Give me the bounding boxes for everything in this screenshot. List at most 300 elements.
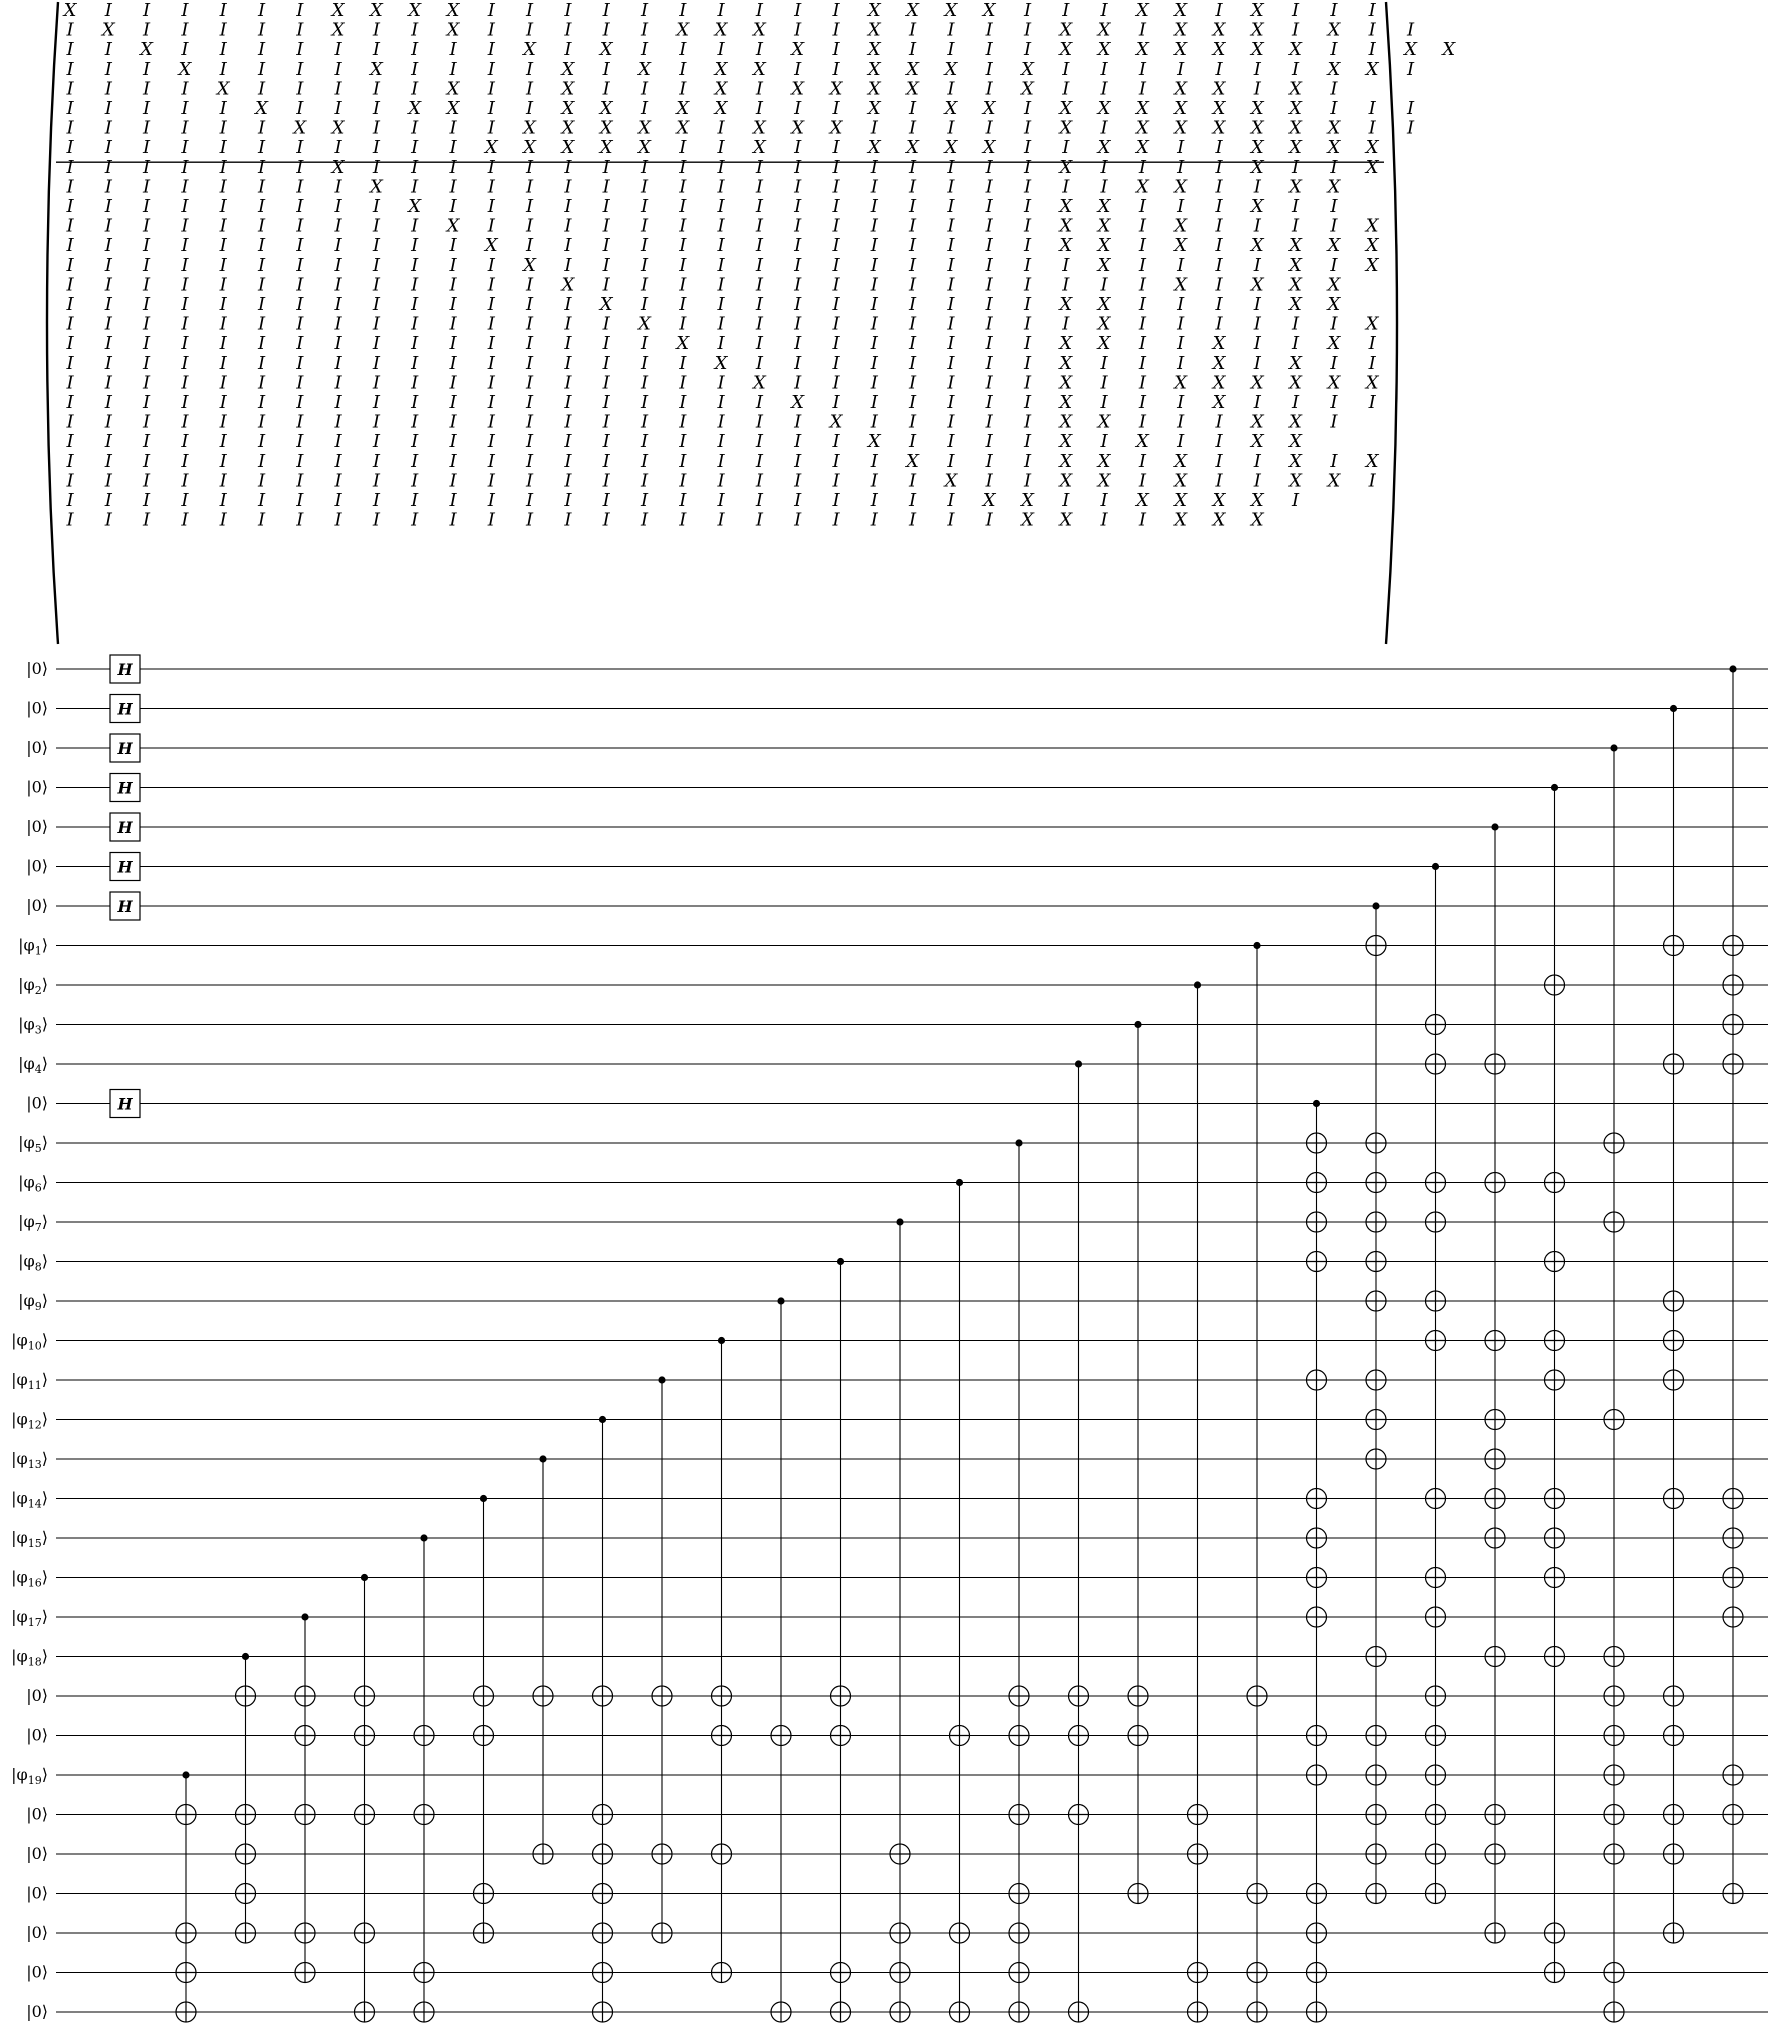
matrix-cell: I — [564, 19, 572, 41]
matrix-cell: I — [104, 58, 112, 80]
control-dot — [1253, 942, 1260, 949]
matrix-cell: X — [829, 78, 843, 100]
matrix-cell: I — [1292, 156, 1300, 178]
matrix-cell: I — [66, 117, 74, 139]
matrix-cell: I — [679, 39, 687, 61]
matrix-cell: I — [334, 470, 342, 492]
matrix-cell: X — [1174, 19, 1188, 41]
matrix-cell: I — [411, 392, 419, 413]
matrix-cell: I — [487, 274, 495, 296]
matrix-cell: X — [1289, 78, 1303, 100]
matrix-cell: I — [1368, 98, 1376, 119]
matrix-cell: I — [372, 215, 380, 237]
matrix-cell: I — [334, 411, 342, 433]
matrix-cell: I — [602, 235, 610, 257]
matrix-cell: I — [947, 352, 955, 374]
matrix-cell: I — [526, 352, 534, 374]
matrix-cell: I — [1177, 411, 1185, 433]
matrix-cell: I — [717, 137, 725, 159]
matrix-cell: I — [257, 411, 266, 433]
matrix-cell: I — [219, 137, 227, 159]
matrix-cell: I — [640, 333, 649, 355]
hadamard-label: H — [117, 1094, 133, 1114]
control-dot — [1134, 1021, 1141, 1028]
matrix-cell: X — [791, 392, 805, 413]
matrix-cell: X — [1250, 0, 1264, 21]
matrix-cell: I — [1215, 411, 1223, 433]
matrix-cell: X — [1174, 490, 1188, 511]
matrix-cell: X — [982, 490, 996, 511]
matrix-cell: I — [832, 156, 840, 178]
matrix-cell: I — [296, 98, 304, 119]
matrix-cell: I — [909, 235, 917, 257]
matrix-cell: I — [909, 117, 917, 139]
matrix-cell: I — [411, 470, 419, 492]
matrix-cell: I — [257, 352, 266, 374]
matrix-cell: I — [985, 19, 993, 41]
matrix-cell: I — [1138, 78, 1146, 100]
matrix-cell: I — [487, 0, 495, 21]
matrix-cell: I — [449, 450, 457, 472]
matrix-cell: X — [638, 137, 651, 159]
matrix-cell: X — [867, 137, 881, 159]
wire-label: |0⟩ — [26, 1804, 48, 1824]
matrix-cell: I — [832, 0, 840, 21]
matrix-cell: I — [602, 509, 610, 531]
matrix-cell: I — [526, 78, 534, 100]
matrix-cell: I — [257, 39, 266, 61]
matrix-cell: I — [66, 372, 74, 394]
matrix-cell: X — [523, 39, 537, 61]
wire-label: |0⟩ — [26, 1686, 48, 1705]
matrix-cell: I — [947, 509, 955, 531]
matrix-cell: I — [104, 274, 112, 296]
matrix-cell: I — [372, 450, 380, 472]
matrix-cell: I — [1138, 294, 1146, 315]
matrix-cell: X — [1327, 176, 1341, 198]
matrix-cell: I — [794, 352, 802, 374]
matrix-cell: I — [257, 294, 266, 315]
matrix-cell: I — [794, 156, 802, 178]
matrix-cell: I — [909, 490, 917, 511]
matrix-cell: I — [411, 19, 419, 41]
matrix-cell: I — [909, 470, 917, 492]
matrix-cell: I — [181, 274, 189, 296]
matrix-cell: I — [143, 78, 151, 100]
matrix-cell: I — [755, 156, 763, 178]
matrix-cell: I — [985, 117, 993, 139]
matrix-cell: X — [561, 78, 575, 100]
matrix-cell: X — [408, 196, 422, 217]
matrix-cell: I — [640, 19, 649, 41]
matrix-cell: I — [334, 58, 342, 80]
control-dot — [242, 1653, 249, 1660]
matrix-cell: I — [1023, 235, 1032, 257]
matrix-cell: I — [947, 254, 955, 276]
matrix-cell: I — [602, 431, 610, 453]
matrix-cell: X — [867, 58, 881, 80]
matrix-cell: I — [526, 58, 534, 80]
matrix-cell: I — [679, 78, 687, 100]
matrix-cell: I — [1253, 215, 1261, 237]
matrix-cell: X — [446, 98, 460, 119]
matrix-cell: I — [755, 39, 763, 61]
matrix-cell: I — [334, 352, 342, 374]
matrix-cell: X — [1174, 117, 1188, 139]
matrix-cell: I — [334, 215, 342, 237]
matrix-cell: I — [909, 352, 917, 374]
matrix-cell: I — [602, 490, 610, 511]
wire-label: |0⟩ — [26, 1962, 48, 1982]
matrix-cell: I — [1292, 58, 1300, 80]
matrix-cell: I — [1023, 215, 1032, 237]
matrix-cell: X — [1212, 352, 1226, 374]
matrix-cell: X — [1174, 39, 1188, 61]
matrix-cell: I — [487, 19, 495, 41]
matrix-cell: I — [1023, 392, 1032, 413]
wire-label: $|\varphi_{13}⟩$ — [11, 1449, 48, 1471]
matrix-cell: I — [832, 470, 840, 492]
matrix-cell: X — [1365, 235, 1379, 257]
matrix-cell: I — [449, 294, 457, 315]
control-dot — [1432, 863, 1439, 870]
matrix-cell: X — [1289, 176, 1303, 198]
matrix-cell: I — [832, 392, 840, 413]
matrix-cell: I — [832, 215, 840, 237]
matrix-cell: I — [296, 294, 304, 315]
matrix-cell: X — [331, 19, 345, 41]
matrix-cell: I — [1215, 431, 1223, 453]
matrix-cell: I — [1177, 294, 1185, 315]
matrix-cell: I — [717, 274, 725, 296]
matrix-cell: X — [1404, 39, 1417, 61]
matrix-cell: I — [794, 450, 802, 472]
matrix-cell: I — [564, 196, 572, 217]
matrix-cell: X — [944, 98, 958, 119]
matrix-cell: I — [296, 509, 304, 531]
matrix-cell: I — [66, 490, 74, 511]
matrix-cell: I — [66, 58, 74, 80]
matrix-cell: I — [487, 333, 495, 355]
matrix-cell: I — [104, 352, 112, 374]
matrix-cell: I — [909, 509, 917, 531]
matrix-cell: I — [832, 98, 840, 119]
matrix-cell: I — [1100, 490, 1108, 511]
matrix-cell: I — [947, 431, 955, 453]
matrix-cell: I — [1215, 156, 1223, 178]
matrix-cell: X — [1174, 450, 1188, 472]
matrix-cell: X — [1365, 215, 1379, 237]
matrix-cell: I — [296, 333, 304, 355]
matrix-cell: I — [602, 274, 610, 296]
matrix-cell: X — [1174, 176, 1188, 198]
matrix-cell: I — [1138, 196, 1146, 217]
matrix-cell: I — [1138, 215, 1146, 237]
matrix-cell: I — [985, 294, 993, 315]
matrix-cell: I — [909, 19, 917, 41]
matrix-cell: X — [752, 117, 766, 139]
matrix-cell: I — [143, 450, 151, 472]
matrix-cell: I — [1177, 156, 1185, 178]
matrix-cell: I — [1292, 19, 1300, 41]
matrix-cell: I — [1253, 352, 1261, 374]
matrix-cell: X — [1365, 156, 1379, 178]
matrix-cell: I — [334, 176, 342, 198]
matrix-cell: I — [411, 78, 419, 100]
wire-label: $|\varphi_{10}⟩$ — [11, 1330, 48, 1353]
matrix-cell: I — [679, 411, 687, 433]
matrix-cell: I — [411, 254, 419, 276]
matrix-cell: I — [602, 176, 610, 198]
matrix-cell: I — [1253, 333, 1261, 355]
matrix-cell: I — [985, 333, 993, 355]
matrix-cell: X — [1327, 294, 1341, 315]
hadamard-label: H — [117, 699, 133, 719]
matrix-cell: I — [1253, 450, 1261, 472]
matrix-cell: I — [1330, 98, 1338, 119]
matrix-cell: I — [296, 176, 304, 198]
matrix-cell: X — [1327, 333, 1341, 355]
matrix-cell: X — [1212, 392, 1226, 413]
matrix-cell: I — [755, 333, 763, 355]
matrix-cell: I — [640, 156, 649, 178]
matrix-cell: I — [640, 176, 649, 198]
matrix-cell: X — [1365, 254, 1379, 276]
matrix-cell: I — [487, 254, 495, 276]
matrix-cell: I — [755, 352, 763, 374]
matrix-cell: I — [679, 58, 687, 80]
matrix-cell: I — [679, 156, 687, 178]
wire-label: $|\varphi_{15}⟩$ — [11, 1528, 48, 1550]
matrix-cell: I — [640, 411, 649, 433]
matrix-cell: I — [832, 294, 840, 315]
matrix-cell: I — [66, 196, 74, 217]
matrix-cell: I — [372, 39, 380, 61]
matrix-cell: I — [411, 411, 419, 433]
matrix-cell: I — [1100, 156, 1108, 178]
wire-label: |0⟩ — [26, 1883, 48, 1903]
matrix-cell: I — [1023, 19, 1032, 41]
matrix-cell: I — [1062, 313, 1070, 335]
matrix-cell: I — [372, 137, 380, 159]
matrix-cell: I — [104, 215, 112, 237]
matrix-cell: I — [143, 254, 151, 276]
matrix-cell: I — [832, 313, 840, 335]
matrix-cell: I — [1177, 137, 1185, 159]
matrix-cell: I — [640, 490, 649, 511]
matrix-cell: I — [794, 176, 802, 198]
matrix-cell: I — [1292, 333, 1300, 355]
matrix-cell: I — [372, 117, 380, 139]
matrix-cell: I — [1138, 274, 1146, 296]
hadamard-label: H — [117, 660, 133, 679]
matrix-cell: I — [334, 254, 342, 276]
matrix-cell: I — [1330, 254, 1338, 276]
matrix-cell: I — [526, 509, 534, 531]
control-dot — [1075, 1060, 1082, 1067]
matrix-cell: X — [484, 235, 498, 257]
matrix-cell: I — [794, 98, 802, 119]
matrix-cell: I — [372, 19, 380, 41]
matrix-cell: I — [755, 78, 763, 100]
control-dot — [1015, 1139, 1022, 1146]
matrix-cell: I — [1368, 39, 1376, 61]
matrix-cell: I — [411, 294, 419, 315]
matrix-cell: I — [1292, 313, 1300, 335]
matrix-cell: X — [1442, 39, 1456, 61]
matrix-cell: I — [143, 156, 151, 178]
matrix-cell: I — [257, 450, 266, 472]
matrix-cell: I — [449, 235, 457, 257]
matrix-cell: I — [449, 117, 457, 139]
matrix-cell: I — [411, 117, 419, 139]
wire-label: |0⟩ — [26, 738, 48, 757]
matrix-cell: I — [487, 313, 495, 335]
matrix-cell: X — [1059, 411, 1073, 433]
matrix-cell: I — [1215, 470, 1223, 492]
matrix-cell: X — [944, 137, 958, 159]
matrix-cell: I — [487, 294, 495, 315]
matrix-cell: I — [564, 254, 572, 276]
matrix-cell: I — [794, 431, 802, 453]
matrix-cell: X — [714, 58, 728, 80]
matrix-cell: I — [219, 411, 227, 433]
matrix-cell: I — [832, 39, 840, 61]
matrix-cell: I — [794, 215, 802, 237]
matrix-cell: I — [1138, 352, 1146, 374]
matrix-cell: I — [372, 235, 380, 257]
matrix-cell: X — [1174, 215, 1188, 237]
matrix-cell: I — [487, 431, 495, 453]
matrix-cell: X — [1135, 431, 1149, 453]
matrix-cell: I — [449, 274, 457, 296]
matrix-cell: I — [794, 313, 802, 335]
matrix-cell: X — [906, 0, 920, 21]
matrix-cell: X — [676, 117, 690, 139]
matrix-cell: I — [1062, 490, 1070, 511]
matrix-cell: I — [717, 176, 725, 198]
wire-label: |0⟩ — [26, 1725, 48, 1745]
matrix-cell: I — [870, 235, 878, 257]
matrix-cell: I — [909, 294, 917, 315]
matrix-cell: X — [599, 137, 613, 159]
matrix-cell: X — [1097, 98, 1111, 119]
matrix-cell: X — [1097, 39, 1111, 61]
matrix-cell: I — [66, 392, 74, 413]
matrix-cell: I — [1406, 58, 1415, 80]
matrix-cell: I — [1100, 58, 1108, 80]
matrix-cell: X — [1289, 294, 1303, 315]
matrix-cell: X — [676, 98, 690, 119]
matrix-cell: I — [334, 450, 342, 472]
matrix-cell: I — [411, 509, 419, 531]
matrix-cell: I — [985, 509, 993, 531]
matrix-cell: I — [1292, 392, 1300, 413]
matrix-cell: I — [985, 156, 993, 178]
control-dot — [361, 1574, 368, 1581]
matrix-cell: I — [1023, 254, 1032, 276]
matrix-cell: I — [143, 490, 151, 511]
matrix-cell: I — [564, 509, 572, 531]
matrix-cell: I — [1215, 58, 1223, 80]
matrix-cell: I — [219, 274, 227, 296]
matrix-cell: I — [909, 313, 917, 335]
matrix-cell: I — [870, 352, 878, 374]
matrix-cell: I — [334, 274, 342, 296]
matrix-cell: X — [1327, 235, 1341, 257]
matrix-cell: I — [755, 254, 763, 276]
wire-label: |0⟩ — [26, 1923, 48, 1942]
matrix-cell: I — [66, 431, 74, 453]
matrix-cell: X — [1250, 509, 1264, 531]
matrix-cell: I — [372, 333, 380, 355]
matrix-cell: I — [487, 78, 495, 100]
matrix-cell: I — [411, 490, 419, 511]
matrix-cell: I — [143, 352, 151, 374]
matrix-cell: X — [1250, 274, 1264, 296]
matrix-cell: I — [832, 372, 840, 394]
matrix-cell: I — [870, 294, 878, 315]
matrix-cell: I — [602, 313, 610, 335]
matrix-cell: I — [487, 58, 495, 80]
matrix-cell: X — [408, 0, 422, 21]
matrix-cell: I — [526, 411, 534, 433]
matrix-cell: X — [1021, 490, 1034, 511]
wire-label: |0⟩ — [26, 659, 48, 678]
control-dot — [1610, 744, 1617, 751]
matrix-cell: I — [794, 0, 802, 21]
matrix-cell: I — [104, 39, 112, 61]
matrix-cell: X — [1212, 19, 1226, 41]
matrix-cell: I — [909, 215, 917, 237]
matrix-cell: X — [1289, 98, 1303, 119]
matrix-cell: I — [219, 392, 227, 413]
matrix-cell: I — [1253, 392, 1261, 413]
matrix-cell: I — [181, 78, 189, 100]
matrix-cell: I — [1330, 156, 1338, 178]
matrix-cell: I — [66, 450, 74, 472]
matrix-cell: I — [257, 431, 266, 453]
matrix-cell: I — [602, 372, 610, 394]
matrix-cell: X — [1135, 176, 1149, 198]
matrix-cell: I — [143, 274, 151, 296]
matrix-cell: X — [867, 0, 881, 21]
matrix-cell: X — [1059, 235, 1073, 257]
wire-label: $|\varphi_{19}⟩$ — [11, 1765, 48, 1787]
matrix-cell: I — [985, 39, 993, 61]
matrix-cell: I — [564, 490, 572, 511]
matrix-cell: I — [449, 411, 457, 433]
matrix-cell: X — [1289, 117, 1303, 139]
matrix-cell: I — [143, 215, 151, 237]
wire-label: |0⟩ — [26, 896, 48, 915]
matrix-cell: I — [1215, 176, 1223, 198]
matrix-cell: I — [257, 470, 266, 492]
matrix-cell: I — [755, 431, 763, 453]
matrix-cell: I — [1215, 0, 1223, 21]
matrix-cell: X — [1327, 19, 1341, 41]
matrix-cell: I — [640, 431, 649, 453]
matrix-cell: I — [257, 58, 266, 80]
matrix-cell: I — [564, 333, 572, 355]
control-dot — [896, 1218, 903, 1225]
matrix-cell: I — [947, 294, 955, 315]
matrix-cell: I — [104, 176, 112, 198]
matrix-cell: I — [372, 352, 380, 374]
matrix-cell: I — [181, 294, 189, 315]
matrix-left-paren — [47, 2, 58, 644]
matrix-cell: X — [1097, 196, 1111, 217]
